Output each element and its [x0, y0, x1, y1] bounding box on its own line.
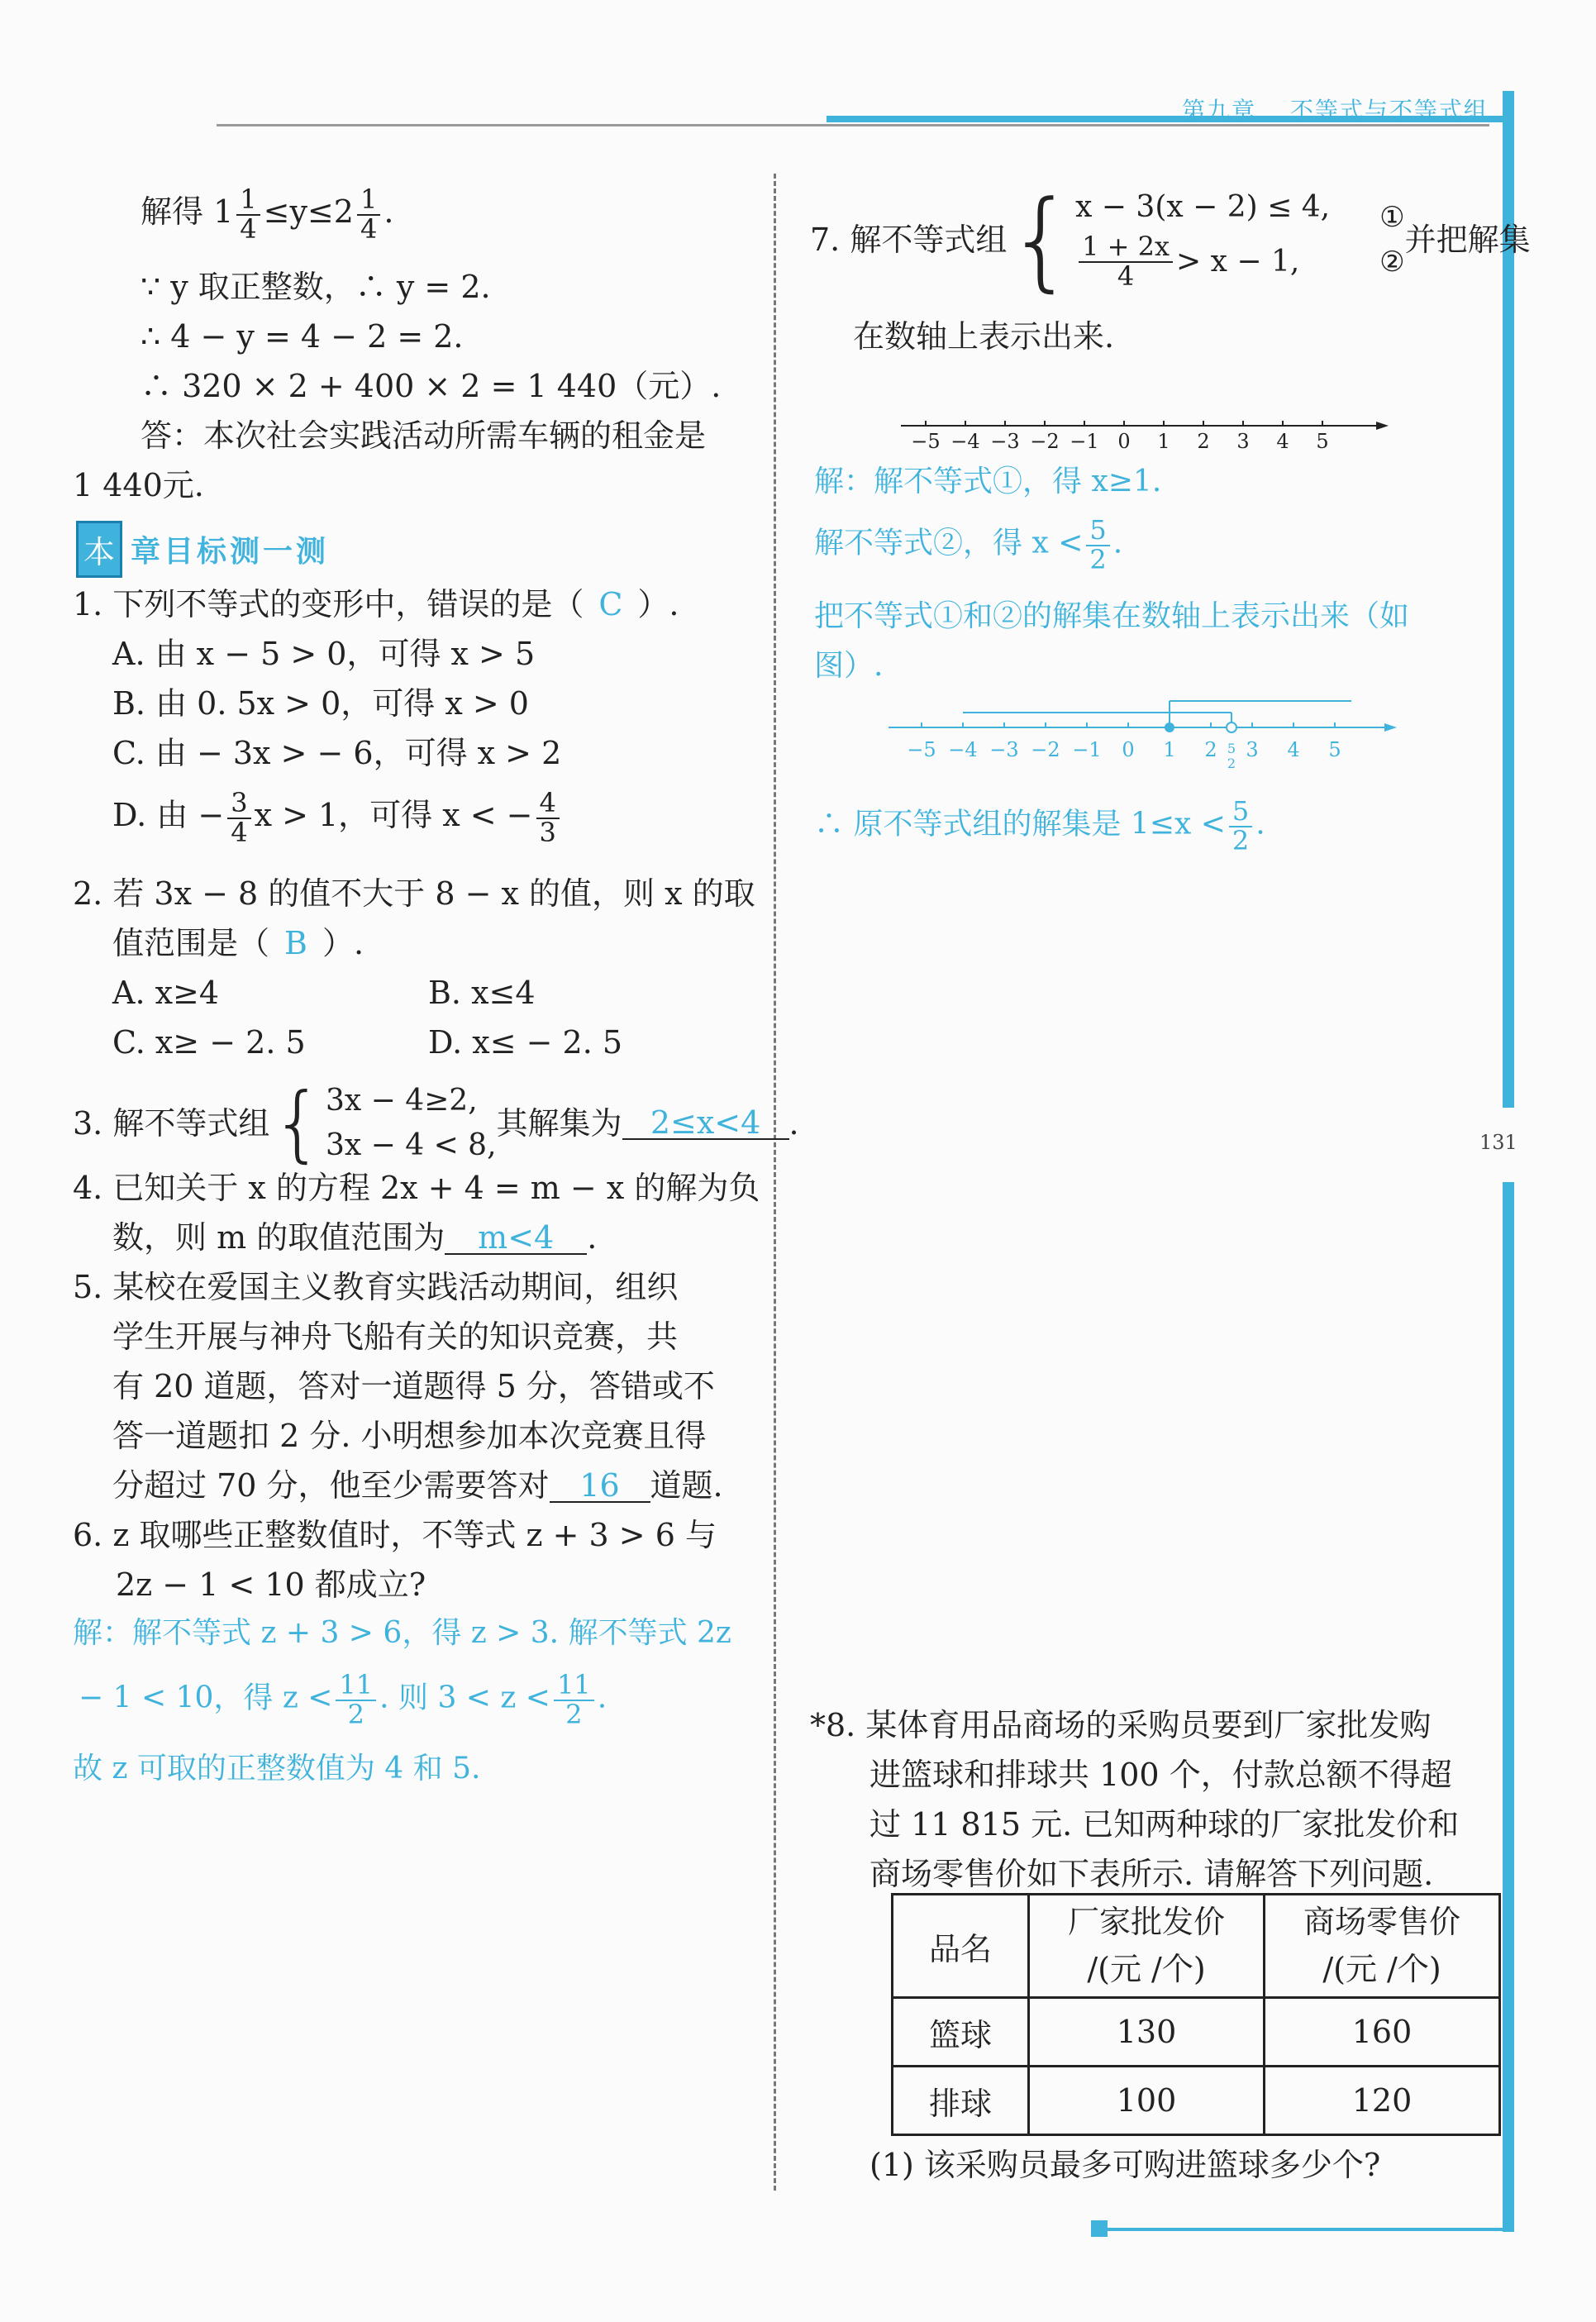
- question-1: 1. 下列不等式的变形中，错误的是（ C ）.: [73, 586, 679, 622]
- fraction: $\frac{3}{4}$: [227, 789, 250, 846]
- axis-tick-label: −1: [1072, 738, 1102, 761]
- table-header-row: [893, 1895, 1500, 1998]
- question-3: 3. 解不等式组 { 3x − 4≥2, 3x − 4 < 8, 其解集为 2≤x<4 .: [73, 1075, 799, 1171]
- axis-tick-label: −2: [1031, 738, 1060, 761]
- axis-tick-label: 4: [1276, 430, 1289, 453]
- question-8-line-1: *8. 某体育用品商场的采购员要到厂家批发购: [810, 1707, 1432, 1743]
- fraction: $\frac{1}{4}$: [236, 186, 260, 243]
- fraction: $\frac{1}{4}$: [357, 186, 380, 243]
- solution-line-3: ∴ 4 − y = 4 − 2 = 2.: [141, 318, 464, 355]
- question-2-line-1: 2. 若 3x − 8 的值不大于 8 − x 的值，则 x 的取: [73, 875, 755, 912]
- price-table: [891, 1893, 1501, 2136]
- axis-tick-label: 4: [1287, 738, 1300, 761]
- page-number: 131: [1479, 1131, 1517, 1154]
- question-5-line-3: 有 20 道题，答对一道题得 5 分，答错或不: [112, 1368, 715, 1404]
- fraction: $\frac{4}{3}$: [536, 789, 560, 846]
- question-5-line-2: 学生开展与神舟飞船有关的知识竞赛，共: [112, 1318, 679, 1355]
- question-4-line-1: 4. 已知关于 x 的方程 2x + 4 = m − x 的解为负: [73, 1170, 760, 1206]
- q2-option-b: B. x≤4: [428, 975, 536, 1011]
- solution-line-5: 答：本次社会实践活动所需车辆的租金是: [141, 417, 707, 454]
- section-title: 章目标测一测: [131, 535, 330, 569]
- axis-tick-label: 3: [1246, 738, 1259, 761]
- axis-tick-label: 5: [1316, 430, 1329, 453]
- question-4-line-2: 数，则 m 的取值范围为 m<4 .: [112, 1219, 598, 1256]
- question-7-line-2: 在数轴上表示出来.: [853, 318, 1115, 355]
- q2-option-d: D. x≤ − 2. 5: [428, 1024, 623, 1061]
- q2-option-a: A. x≥4: [112, 975, 220, 1011]
- answer: 16: [579, 1467, 620, 1504]
- question-5-line-5: 分超过 70 分，他至少需要答对 16 道题.: [112, 1467, 723, 1504]
- question-8-line-3: 过 11 815 元. 已知两种球的厂家批发价和: [869, 1806, 1460, 1843]
- axis-tick-label: 1: [1163, 738, 1176, 761]
- axis-tick-label: −3: [990, 430, 1020, 453]
- axis-tick-label: 1: [1157, 430, 1170, 453]
- question-5-line-1: 5. 某校在爱国主义教育实践活动期间，组织: [73, 1269, 679, 1305]
- axis-tick-label: 0: [1122, 738, 1135, 761]
- table-header: 厂家批发价 /(元 /个): [1029, 1895, 1265, 1998]
- left-brace: {: [271, 1075, 324, 1171]
- axis-tick-label: −5: [907, 738, 936, 761]
- chapter-title: 不等式与不等式组: [1289, 97, 1489, 124]
- number-line-blank: [901, 413, 1397, 463]
- table-header: 品名: [893, 1895, 1029, 1998]
- column-divider: [774, 174, 776, 2191]
- q7-answer-3: 把不等式①和②的解集在数轴上表示出来（如: [814, 599, 1410, 633]
- q6-answer-3: 故 z 可取的正整数值为 4 和 5.: [73, 1752, 481, 1786]
- q2-option-c: C. x≥ − 2. 5: [112, 1024, 306, 1061]
- answer: m<4: [478, 1219, 555, 1256]
- axis-tick-label: −3: [989, 738, 1019, 761]
- question-6-line-2: 2z − 1 < 10 都成立?: [116, 1566, 426, 1603]
- q1-option-b: B. 由 0. 5x > 0，可得 x > 0: [112, 685, 529, 722]
- q1-option-c: C. 由 − 3x > − 6，可得 x > 2: [112, 735, 562, 771]
- question-7: 7. 解不等式组 { x − 3(x − 2) ≤ 4, $\frac{1 + 2x}{4}$ > x − 1, ① ② 并把解集: [810, 177, 1531, 303]
- axis-tick-label: 5: [1328, 738, 1341, 761]
- answer: 2≤x<4: [650, 1104, 761, 1141]
- q6-answer-2: − 1 < 10，得 z < $\frac{11}{2}$ . 则 3 < z < $\frac{11}{2}$ .: [79, 1669, 607, 1730]
- axis-tick-label: −2: [1030, 430, 1060, 453]
- axis-tick-label: 0: [1117, 430, 1131, 453]
- q1-option-d: D. 由 − $\frac{3}{4}$ x > 1，可得 x < − $\frac{4}{3}$: [112, 789, 563, 846]
- axis-tick-label: 2: [1204, 738, 1217, 761]
- axis-tick-label: −5: [911, 430, 941, 453]
- table-row: 排球 100 120: [893, 2067, 1500, 2135]
- solution-line-1: 解得 1 $\frac{1}{4}$ ≤y≤2 $\frac{1}{4}$ .: [141, 184, 394, 245]
- axis-tick-label: −4: [948, 738, 978, 761]
- axis-tick-label: 2: [1197, 430, 1210, 453]
- q6-answer-1: 解：解不等式 z + 3 > 6，得 z > 3. 解不等式 2z: [73, 1616, 731, 1650]
- question-6-line-1: 6. z 取哪些正整数值时，不等式 z + 3 > 6 与: [73, 1517, 717, 1553]
- q7-answer-4: 图）.: [814, 649, 884, 683]
- solution-line-2: ∵ y 取正整数，∴ y = 2.: [141, 269, 491, 305]
- solution-line-4: ∴ 320 × 2 + 400 × 2 = 1 440（元）.: [141, 368, 722, 404]
- answer: B: [284, 925, 307, 961]
- axis-tick-label: −4: [950, 430, 980, 453]
- axis-fraction-numerator: 5: [1227, 741, 1236, 756]
- axis-tick-label: 3: [1236, 430, 1250, 453]
- question-8-line-2: 进篮球和排球共 100 个，付款总额不得超: [869, 1757, 1452, 1793]
- question-2-line-2: 值范围是（ B ）.: [112, 925, 364, 961]
- solution-line-6: 1 440元.: [73, 467, 204, 503]
- bottom-accent-line: [1091, 2228, 1504, 2231]
- section-badge: 本: [76, 521, 122, 578]
- answer: C: [598, 586, 623, 622]
- axis-tick-label: −1: [1070, 430, 1099, 453]
- table-row: 篮球 130 160: [893, 1998, 1500, 2067]
- section-heading: [76, 521, 329, 578]
- q7-conclusion: ∴ 原不等式组的解集是 1≤x < $\frac{5}{2}$ .: [814, 795, 1265, 856]
- q7-answer-1: 解：解不等式①，得 x≥1.: [814, 465, 1162, 498]
- number-line-solution: [889, 694, 1417, 785]
- question-5-line-4: 答一道题扣 2 分. 小明想参加本次竞赛且得: [112, 1418, 707, 1454]
- chapter-header: [1182, 93, 1489, 126]
- question-8-part-1: (1) 该采购员最多可购进篮球多少个?: [869, 2147, 1381, 2183]
- q7-answer-2: 解不等式②，得 x < $\frac{5}{2}$ .: [814, 514, 1123, 575]
- chapter-number: 第九章: [1182, 97, 1257, 124]
- axis-fraction-denominator: 2: [1227, 756, 1236, 771]
- left-brace: {: [1007, 177, 1076, 303]
- side-bar-bottom: [1503, 1182, 1514, 2232]
- table-header: 商场零售价 /(元 /个): [1265, 1895, 1500, 1998]
- question-8-line-4: 商场零售价如下表所示. 请解答下列问题.: [869, 1856, 1434, 1892]
- q1-option-a: A. 由 x − 5 > 0，可得 x > 5: [112, 636, 536, 672]
- bottom-accent-square: [1091, 2220, 1108, 2237]
